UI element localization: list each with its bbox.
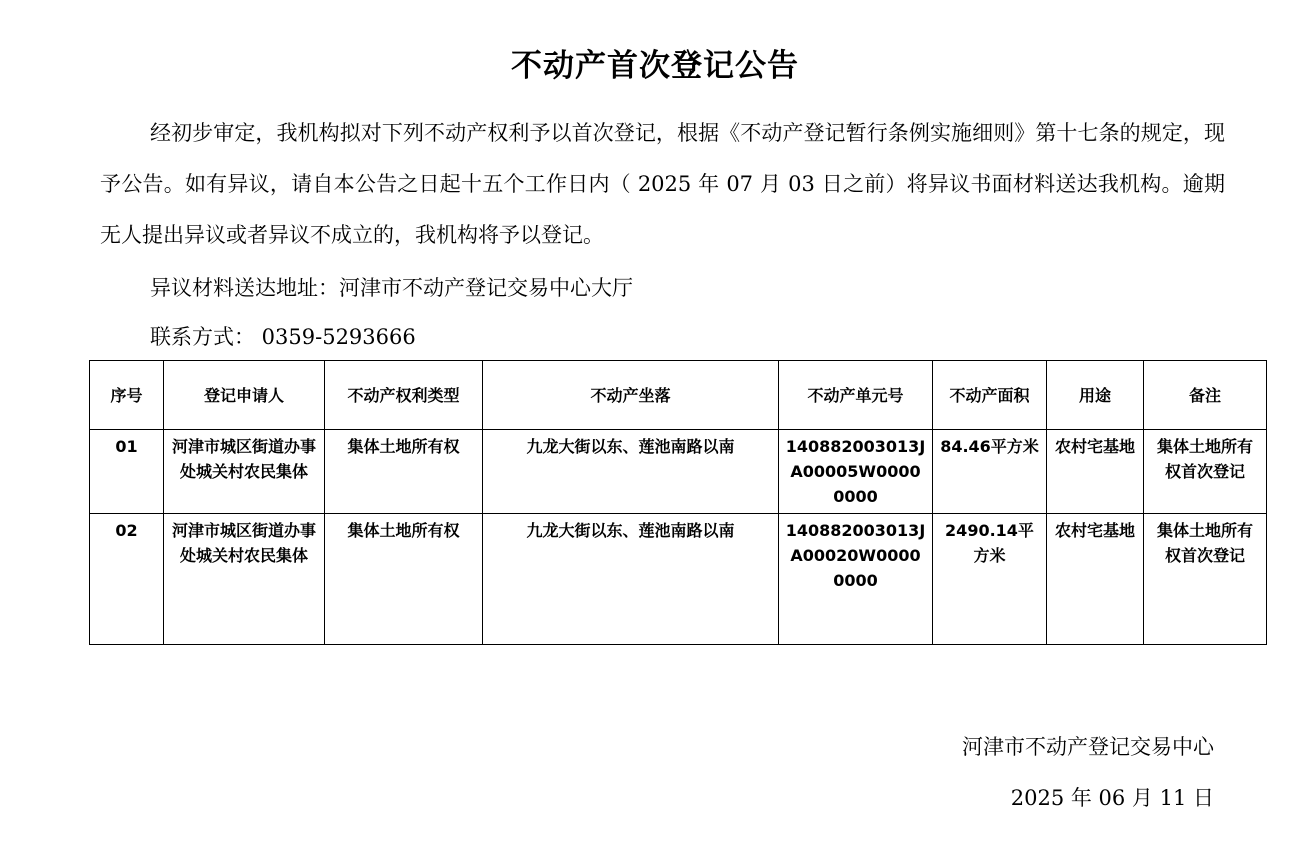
header-unit-no: 不动产单元号	[779, 361, 933, 430]
header-right-type: 不动产权利类型	[325, 361, 483, 430]
cell-area: 2490.14平方米	[933, 514, 1047, 645]
header-seq: 序号	[90, 361, 164, 430]
registration-table	[89, 360, 1267, 645]
notice-body	[100, 108, 1225, 261]
signature-date: 2025 年 06 月 11 日	[1010, 786, 1214, 810]
cell-right-type: 集体土地所有权	[325, 514, 483, 645]
table-row	[90, 430, 1267, 514]
header-use: 用途	[1047, 361, 1144, 430]
header-remark: 备注	[1144, 361, 1267, 430]
header-applicant: 登记申请人	[164, 361, 325, 430]
notice-paragraph: 经初步审定，我机构拟对下列不动产权利予以首次登记，根据《不动产登记暂行条例实施细则》第十七条的规定，现予公告。如有异议，请自本公告之日起十五个工作日内（ 2025 年 07 月 03 日之前）将异议书面材料送达我机构。逾期无人提出异议或者异议不成立的，我机构将予以登记。	[100, 121, 1225, 247]
table-header-row	[90, 361, 1267, 430]
cell-applicant: 河津市城区街道办事处城关村农民集体	[164, 430, 325, 514]
cell-remark: 集体土地所有权首次登记	[1144, 514, 1267, 645]
header-area: 不动产面积	[933, 361, 1047, 430]
cell-unit-no: 140882003013JA00020W00000000	[779, 514, 933, 645]
cell-area: 84.46平方米	[933, 430, 1047, 514]
cell-right-type: 集体土地所有权	[325, 430, 483, 514]
cell-seq: 02	[90, 514, 164, 645]
table-row	[90, 514, 1267, 645]
cell-seq: 01	[90, 430, 164, 514]
contact-info: 联系方式： 0359-5293666	[150, 325, 416, 349]
signature-org: 河津市不动产登记交易中心	[962, 735, 1214, 759]
cell-use: 农村宅基地	[1047, 514, 1144, 645]
page-title: 不动产首次登记公告	[511, 48, 799, 84]
cell-location: 九龙大街以东、莲池南路以南	[483, 514, 779, 645]
cell-remark: 集体土地所有权首次登记	[1144, 430, 1267, 514]
header-location: 不动产坐落	[483, 361, 779, 430]
cell-unit-no: 140882003013JA00005W00000000	[779, 430, 933, 514]
cell-applicant: 河津市城区街道办事处城关村农民集体	[164, 514, 325, 645]
objection-address: 异议材料送达地址：河津市不动产登记交易中心大厅	[150, 276, 633, 300]
cell-use: 农村宅基地	[1047, 430, 1144, 514]
cell-location: 九龙大街以东、莲池南路以南	[483, 430, 779, 514]
